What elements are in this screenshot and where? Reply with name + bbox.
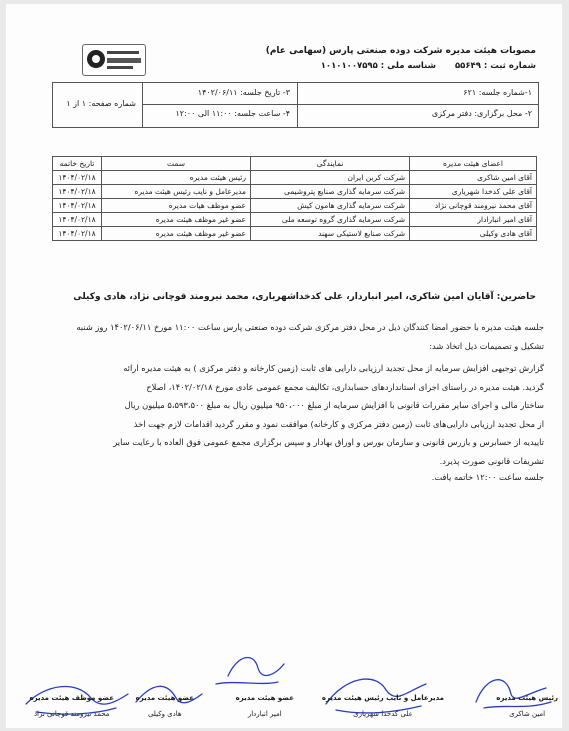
handwritten-signatures	[6, 4, 562, 728]
table-row: آقای امیر انبارادار شرکت سرمایه گذاری گروه توسعه ملی عضو غیر موظف هیئت مدیره ۱۴۰۴/۰۲/۱۸	[53, 213, 537, 227]
registration-number: شماره ثبت : ۵۵۶۴۹	[454, 61, 536, 71]
table-row: آقای هادی وکیلی شرکت صنایع لاستیکی سهند عضو غیر موظف هیئت مدیره ۱۴۰۴/۰۲/۱۸	[53, 227, 537, 241]
opening-paragraph: جلسه هیئت مدیره با حضور امضا کنندگان ذیل در محل دفتر مرکزی شرکت دوده صنعتی پارس ساعت ۱۱:۰۰ مورخ ۱۴۰۲/۰۶/۱۱ روز شنبه تشکیل و تصمیمات ذیل اتخاذ شد:	[76, 322, 544, 351]
resolution-paragraph: گزارش توجیهی افزایش سرمایه از محل تجدید ارزیابی دارایی های ثابت (زمین کارخانه و دفتر مرکزی ) به هیئت مدیره ارائه گردید. هیئت مدیره در راستای اجرای استانداردهای حسابداری، تکالیف مجمع عمومی عادی مورخ ۱۴۰۲/۰۲/۱۸، اصلاح ساختار مالی و اجرای سایر مقررات قانونی با افزایش سرمایه از مبلغ ۹۵۰،۰۰۰ میلیون ریال به مبلغ ۵،۵۹۳،۵۰۰ میلیون ریال از محل تجدید ارزیابی دارایی‌های ثابت (زمین دفتر مرکزی و کارخانه) موافقت نمود و مقرر گردید اقدامات لازم جهت اخذ تاییدیه از حسابرس و بازرس قانونی و سازمان بورس و اوراق بهادار و سپس برگزاری مجمع عمومی فوق العاده با رعایت سایر تشریفات قانونی صورت پذیرد.	[113, 363, 544, 466]
page-number: شماره صفحه: ۱ از ۱	[66, 99, 136, 108]
col-header-representation: نمایندگی	[251, 157, 410, 171]
table-row: آقای علی کدخدا شهریاری شرکت سرمایه گذاری صنایع پتروشیمی مدیرعامل و نایب رئیس هیئت مدیره ۱۴۰۴/۰۲/۱۸	[53, 185, 537, 199]
col-header-members: اعضای هیئت مدیره	[410, 157, 537, 171]
col-header-position: سمت	[102, 157, 251, 171]
signature-block: رئیس هیئت مدیره امین شاکری	[496, 694, 558, 718]
attendees-line: حاضرین: آقایان امین شاکری، امیر انباردار، علی کدخداشهریاری، محمد نیرومند قوچانی نژاد، هادی وکیلی	[73, 292, 536, 302]
session-date: ۳- تاریخ جلسه: ۱۴۰۲/۰۶/۱۱	[197, 88, 290, 97]
session-place: ۲- محل برگزاری: دفتر مرکزی	[431, 109, 532, 118]
document-title: مصوبات هیئت مدیره شرکت دوده صنعتی پارس (سهامی عام)	[265, 46, 536, 56]
session-number: ۱-شماره جلسه: ۶۲۱	[463, 88, 532, 97]
col-header-end-date: تاریخ خاتمه	[53, 157, 102, 171]
signature-member-1	[216, 658, 284, 684]
signature-block: مدیرعامل و نایب رئیس هیئت مدیره علی کدخدا شهریاری	[321, 694, 444, 718]
table-row: آقای محمد نیرومند قوچانی نژاد شرکت سرمایه گذاری هامون کیش عضو موظف هیات مدیره ۱۴۰۴/۰۲/۱۸	[53, 199, 537, 213]
document-page	[6, 4, 562, 728]
national-id: شناسه ملی : ۱۰۱۰۱۰۰۷۵۹۵	[320, 61, 436, 71]
signature-block: عضو هیئت مدیره امیر انباردار	[235, 694, 294, 718]
signature-block: عضو موظف هیئت مدیره محمد نیرومند قوچانی نژاد	[29, 694, 114, 718]
session-time: ۴- ساعت جلسه: ۱۱:۰۰ الی ۱۲:۰۰	[175, 109, 290, 118]
signature-block: عضو هیئت مدیره هادی وکیلی	[135, 694, 194, 718]
table-row: آقای امین شاکری شرکت کربن ایران رئیس هیئت مدیره ۱۴۰۴/۰۲/۱۸	[53, 171, 537, 185]
closing-paragraph: جلسه ساعت ۱۲:۰۰ خاتمه یافت.	[431, 472, 544, 482]
